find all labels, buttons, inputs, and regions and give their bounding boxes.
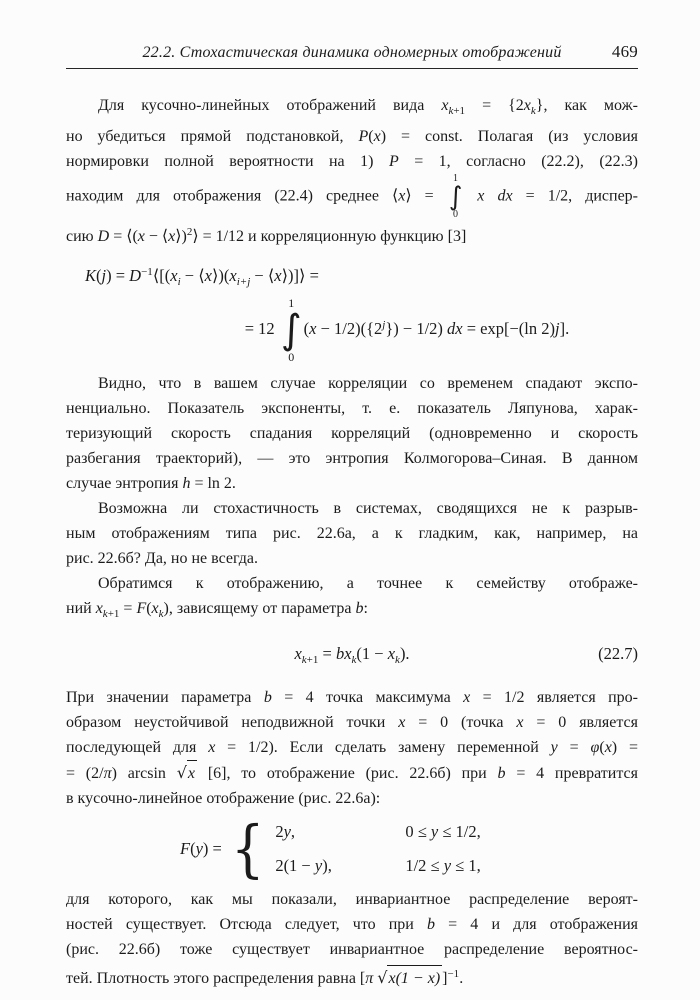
paragraph-3 xyxy=(66,496,638,571)
body-text xyxy=(66,93,638,991)
text-line: ний $x_{k+1} = F(x_k)$, зависящему от параметра b: xyxy=(66,600,368,620)
page-number: 469 xyxy=(611,42,638,61)
equation-22-7 xyxy=(66,641,638,673)
text-line: рис. 22.6б? Да, но не всегда. xyxy=(66,550,259,567)
equation-correlation-function xyxy=(66,259,638,363)
text-line: случае энтропия h = ln 2. xyxy=(66,475,236,492)
piecewise-condition: 1/2 ≤ y ≤ 1, xyxy=(405,855,481,875)
header-rule xyxy=(66,68,638,69)
text-line: ненциально. Показатель экспоненты, т. е. показатель Ляпунова, харак- xyxy=(66,400,638,417)
text-line: Для кусочно-линейных отображений вида $x_{k+1} = \{2x_k\}$, как мож- xyxy=(98,97,638,117)
piecewise-table xyxy=(275,822,480,876)
paragraph-5 xyxy=(66,685,638,811)
equation-line: $K(j) = D^{-1}⟨[(x_i$ − $⟨x⟩)(x_{i+j}$ − ⟨x⟩)]⟩ = xyxy=(85,266,319,288)
section-number: 22.2. xyxy=(142,44,176,61)
section-title: Стохастическая динамика одномерных отображений xyxy=(179,44,562,61)
text-line: (рис. 22.6б) тоже существует инвариантное распределение вероятнос- xyxy=(66,940,638,958)
equation-piecewise-map xyxy=(66,812,638,885)
text-line: Обратимся к отображению, а точнее к семейству отображе- xyxy=(98,575,638,592)
text-line: При значении параметра b = 4 точка максимума x = 1/2 является про- xyxy=(66,689,639,706)
equation-number: (22.7) xyxy=(598,644,638,663)
text-line: ным отображениям типа рис. 22.6а, а к гладким, как, например, на xyxy=(66,525,638,542)
text-line: находим для отображения (22.4) среднее ⟨x⟩ = 1 ∫ 0 x dx = 1/2, диспер- xyxy=(66,173,638,220)
running-head xyxy=(66,0,638,62)
piecewise-lhs: F(y) = xyxy=(180,839,222,859)
piecewise-value: 2y, xyxy=(275,821,296,841)
paragraph-4 xyxy=(66,571,638,627)
piecewise-condition: 0 ≤ y ≤ 1/2, xyxy=(405,821,481,841)
text-line: Видно, что в вашем случае корреляции со временем спадают экспо- xyxy=(98,375,638,392)
text-line: нормировки полной вероятности на 1) P = 1, согласно (22.2), (22.3) xyxy=(66,153,639,170)
text-line: теризующий скорость спадания корреляций (одновременно и скорость xyxy=(66,425,638,442)
text-line: для которого, как мы показали, инвариантное распределение вероят- xyxy=(66,890,638,908)
text-line: тей. Плотность этого распределения равна [π √ x(1 − x) ]$^{-1}$. xyxy=(66,962,638,991)
text-line: Возможна ли стохастичность в системах, сводящихся не к разрыв- xyxy=(98,500,638,517)
piecewise-value: 2(1 − y), xyxy=(275,855,332,875)
text-block xyxy=(66,0,638,991)
text-line: образом неустойчивой неподвижной точки x = 0 (точка x = 0 является xyxy=(66,714,638,731)
text-line: но убедиться прямой подстановкой, P(x) = const. Полагая (из условия xyxy=(66,128,638,145)
text-line: = (2/π) arcsin √ x [6], то отображение (рис. 22.6б) при b = 4 превратится xyxy=(66,760,638,786)
paragraph-1 xyxy=(66,93,638,249)
paragraph-2 xyxy=(66,371,638,496)
text-line: сию D = ⟨(x − ⟨x⟩)$^2$⟩ = 1/12 и корреляционную функцию [3] xyxy=(66,226,467,245)
text-line: ностей существует. Отсюда следует, что при b = 4 и для отображения xyxy=(66,915,639,933)
left-brace-symbol: { xyxy=(230,812,265,885)
equation-formula: $x_{k+1} = bx_k(1 - x_k)$. xyxy=(294,644,410,666)
text-line: последующей для x = 1/2). Если сделать замену переменной y = φ(x) = xyxy=(66,739,638,756)
text-line: в кусочно-линейное отображение (рис. 22.6а): xyxy=(66,790,381,807)
equation-line: = 12 1 ∫ 0 $(x - 1/2)(\{2^j\}) - 1/2$) dx = exp[−(ln 2)j]. xyxy=(244,296,570,364)
text-line: разбегания траекторий), — это энтропия Колмогорова–Синая. В данном xyxy=(66,450,638,467)
paragraph-6 xyxy=(66,887,638,991)
